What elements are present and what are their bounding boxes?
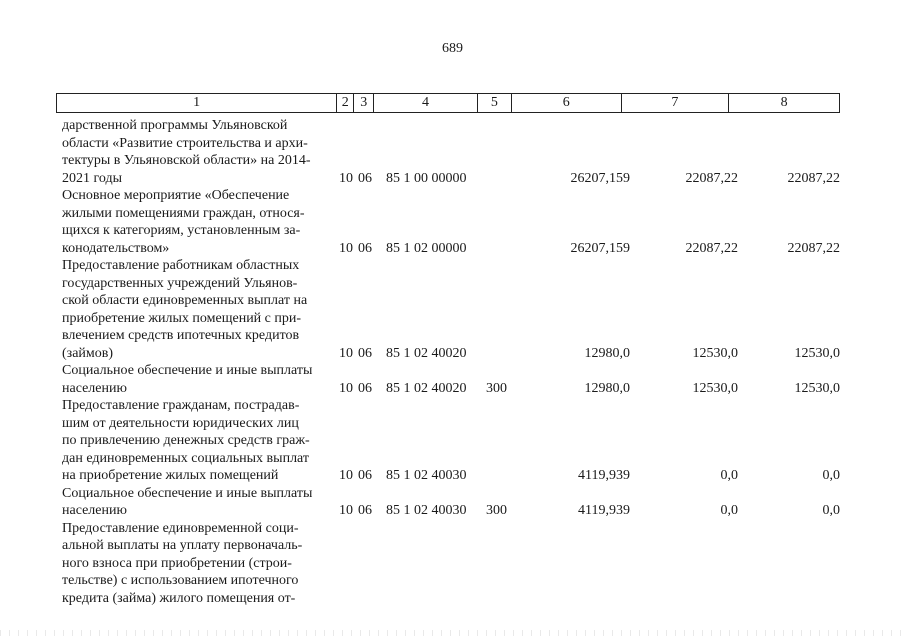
column-header-8: 8 [780,95,788,110]
row-name [56,117,335,187]
row-name-line: конодательством» [62,240,170,256]
row-name-line: (займов) [62,345,114,361]
column-header-4: 4 [374,94,478,112]
amount-col-7: 0,0 [720,503,738,518]
row-name-line: дарственной программы Ульяновской [62,118,288,133]
amount-col-8: 12530,0 [794,345,840,361]
row-name [56,187,335,257]
table-row [56,117,840,187]
expense-type-code: 300 [486,380,507,396]
column-header-1: 1 [57,94,337,112]
row-name [56,520,335,608]
subsection-code: 06 [358,380,372,396]
subsection-code: 06 [358,503,372,518]
row-name-line: населению [62,503,127,518]
scan-artifact [0,630,905,636]
amount-col-6: 12980,0 [584,380,630,396]
subsection-code: 06 [358,170,372,186]
target-article-code: 85 1 00 00000 [386,170,467,186]
row-name-line: дан единовременных социальных выплат [62,450,310,466]
row-name-line: шим от деятельности юридических лиц [62,415,299,431]
expense-type-code: 300 [486,503,507,518]
section-code: 10 [339,345,353,361]
subsection-code: 06 [358,468,372,483]
column-header-7: 7 [622,94,730,112]
amount-col-7: 0,0 [720,468,738,483]
row-name [56,362,335,397]
row-name-line: 2021 годы [62,170,123,186]
table-row [56,257,840,362]
row-name-line: Предоставление гражданам, пострадав- [62,398,300,413]
target-article-code: 85 1 02 40030 [386,468,467,483]
table-row [56,362,840,397]
row-name-line: государственных учреждений Ульянов- [62,275,298,291]
table-row [56,520,840,608]
column-header-3: 3 [354,94,374,112]
row-name-line: области «Развитие строительства и архи- [62,135,308,151]
row-name-line: на приобретение жилых помещений [62,468,279,483]
row-name-line: Основное мероприятие «Обеспечение [62,188,290,203]
amount-col-6: 4119,939 [578,468,630,483]
row-name-line: Предоставление работникам областных [62,258,300,273]
amount-col-6: 26207,159 [570,240,630,256]
amount-col-8: 22087,22 [787,240,840,256]
amount-col-7: 12530,0 [692,345,738,361]
row-name-line: Предоставление единовременной соци- [62,520,299,536]
row-name-line: Социальное обеспечение и иные выплаты [62,363,313,378]
row-name-line: кредита (займа) жилого помещения от- [62,590,296,606]
amount-col-7: 12530,0 [692,380,738,396]
amount-col-7: 22087,22 [685,170,738,186]
target-article-code: 85 1 02 40020 [386,380,467,396]
amount-col-8: 0,0 [822,468,840,483]
amount-col-8: 22087,22 [787,170,840,186]
table-header [56,93,840,113]
amount-col-8: 12530,0 [794,380,840,396]
table-row [56,397,840,485]
row-name [56,485,335,520]
row-name-line: ской области единовременных выплат на [62,293,308,308]
section-code: 10 [339,503,353,518]
amount-col-7: 22087,22 [685,240,738,256]
page-number: 689 [442,41,463,56]
target-article-code: 85 1 02 40020 [386,345,467,361]
column-header-6: 6 [512,94,622,112]
row-name-line: тектуры в Ульяновской области» на 2014- [62,153,311,168]
row-name [56,397,335,485]
column-header-2: 2 [337,94,354,112]
section-code: 10 [339,170,353,186]
row-name-line: приобретение жилых помещений с при- [62,310,302,326]
target-article-code: 85 1 02 00000 [386,240,467,256]
amount-col-6: 26207,159 [570,170,630,186]
amount-col-6: 12980,0 [584,345,630,361]
column-header-5: 5 [478,94,512,112]
row-name-line: жилыми помещениями граждан, относя- [62,205,305,221]
subsection-code: 06 [358,345,372,361]
target-article-code: 85 1 02 40030 [386,503,467,518]
row-name-line: ного взноса при приобретении (строи- [62,555,292,571]
table-body [56,117,840,607]
row-name-line: Социальное обеспечение и иные выплаты [62,485,313,501]
row-name-line: щихся к категориям, установленным за- [62,223,301,238]
subsection-code: 06 [358,240,372,256]
amount-col-8: 0,0 [822,503,840,518]
row-name-line: альной выплаты на уплату первоначаль- [62,538,303,553]
section-code: 10 [339,240,353,256]
row-name-line: влечением средств ипотечных кредитов [62,328,300,343]
table-row [56,187,840,257]
amount-col-6: 4119,939 [578,503,630,518]
row-name [56,257,335,362]
row-name-line: населению [62,380,127,396]
table-row [56,485,840,520]
section-code: 10 [339,380,353,396]
section-code: 10 [339,468,353,483]
row-name-line: по привлечению денежных средств граж- [62,433,310,448]
row-name-line: тельстве) с использованием ипотечного [62,573,299,588]
